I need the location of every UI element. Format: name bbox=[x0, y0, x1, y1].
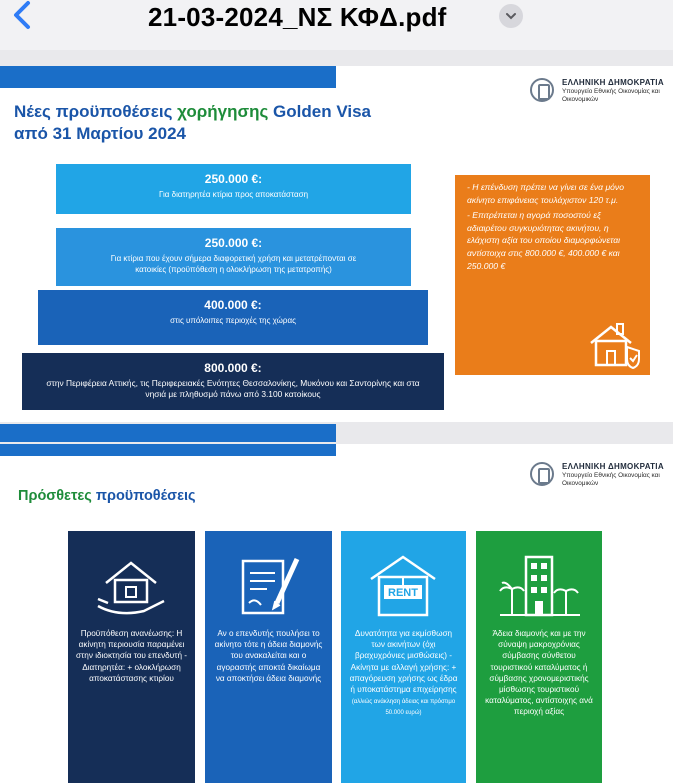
condition-item: - Επιτρέπεται η αγορά ποσοστού εξ αδιαιρέτου συγκυριότητας ακινήτου, η ελάχιστη αξία του οποίου διαμορφώνεται αντίστοιχα στις 800.000 €, 400.000 € και 250.000 € bbox=[467, 210, 621, 271]
house-hand-icon bbox=[68, 551, 195, 621]
hotel-building-icon bbox=[476, 551, 602, 621]
card-text: Άδεια διαμονής και με την σύναψη μακροχρόνιας σύμβασης σύνθετου τουριστικού καταλύματος ή σύμβασης χρονομεριστικής μίσθωσης τουριστικού καταλύματος, αντίστοιχης ανά περιοχή αξίας bbox=[485, 629, 593, 717]
title-part1: Νέες προϋποθέσεις bbox=[14, 102, 178, 121]
card-text: Προϋπόθεση ανανέωσης: Η ακίνητη περιουσία παραμένει στην ιδιοκτησία του επενδυτή - Διατηρητέα: + ολοκλήρωση αποκατάστασης κτιρίου bbox=[76, 629, 188, 683]
pdf-page-2 bbox=[0, 444, 673, 783]
tier-text: στις υπόλοιπες περιοχές της χώρας bbox=[170, 316, 296, 325]
tier-text: Για διατηρητέα κτίρια προς αποκατάσταση bbox=[158, 190, 309, 199]
chevron-left-icon bbox=[10, 0, 32, 30]
tier-block bbox=[56, 164, 411, 214]
gov-title: ΕΛΛΗΝΙΚΗ ΔΗΜΟΚΡΑΤΙΑ bbox=[562, 462, 664, 471]
chevron-down-icon bbox=[505, 10, 517, 22]
contract-pen-icon bbox=[205, 551, 332, 621]
greek-emblem-icon bbox=[530, 78, 554, 102]
tier-block bbox=[56, 228, 411, 286]
document-title: 21-03-2024_ΝΣ ΚΦΔ.pdf bbox=[148, 2, 447, 32]
title-line2: από 31 Μαρτίου 2024 bbox=[14, 124, 186, 143]
slide-title bbox=[18, 488, 196, 504]
tier-block bbox=[38, 290, 428, 345]
house-shield-icon bbox=[587, 321, 643, 369]
svg-text:RENT: RENT bbox=[388, 587, 418, 599]
title-dropdown-button[interactable] bbox=[499, 4, 523, 28]
title-part3: Golden Visa bbox=[268, 102, 371, 121]
card-text: Αν ο επενδυτής πουλήσει το ακίνητο τότε η άδεια διαμονής του ανακαλείται και ο αγοραστής αποκτά δικαίωμα να αποκτήσει άδεια διαμονής bbox=[214, 629, 323, 683]
condition-card bbox=[205, 531, 332, 783]
title-part1: Πρόσθετες bbox=[18, 488, 92, 504]
pdf-viewer-header bbox=[0, 0, 673, 50]
gov-title: ΕΛΛΗΝΙΚΗ ΔΗΜΟΚΡΑΤΙΑ bbox=[562, 78, 664, 87]
title-part2: προϋποθέσεις bbox=[91, 488, 196, 504]
title-part2: χορήγησης bbox=[177, 102, 269, 121]
gov-subtitle: Υπουργείο Εθνικής Οικονομίας και Οικονομικών bbox=[562, 472, 660, 487]
condition-card bbox=[476, 531, 602, 783]
card-text bbox=[349, 628, 458, 718]
card-note: (αλλιώς ανάκληση άδειας και πρόστιμο 50.000 ευρώ) bbox=[351, 699, 456, 717]
tier-text: στην Περιφέρεια Αττικής, τις Περιφερειακές Ενότητες Θεσσαλονίκης, Μυκόνου και Σαντορίνης και στα νησιά με πληθυσμό πάνω από 3.100 κατοίκους bbox=[46, 378, 420, 399]
condition-item: - Η επένδυση πρέπει να γίνει σε ένα μόνο ακίνητο επιφάνειας τουλάχιστον 120 τ.μ. bbox=[467, 182, 625, 205]
tier-amount: 400.000 €: bbox=[204, 298, 262, 312]
condition-card bbox=[341, 531, 466, 783]
condition-card bbox=[68, 531, 195, 783]
rent-house-icon bbox=[341, 551, 466, 621]
tier-amount: 800.000 €: bbox=[204, 361, 262, 375]
greek-emblem-icon bbox=[530, 462, 554, 486]
tier-block bbox=[22, 353, 444, 410]
slide-title bbox=[14, 101, 371, 145]
header-stripe bbox=[0, 66, 336, 88]
card-text-main: Δυνατότητα για εκμίσθωση των ακινήτων (όχι βραχυχρόνιες μισθώσεις) - Ακίνητα με αλλαγή χρήσης: + απαγόρευση χρήσης ως έδρα ή υποκατάστημα επιχείρησης bbox=[349, 629, 458, 695]
gov-subtitle: Υπουργείο Εθνικής Οικονομίας και Οικονομικών bbox=[562, 88, 660, 103]
pdf-page-1 bbox=[0, 66, 673, 422]
tier-text: Για κτίρια που έχουν σήμερα διαφορετική χρήση και μετατρέπονται σε κατοικίες (προϋπόθεση η ολοκλήρωση της μετατροπής) bbox=[110, 254, 357, 274]
header-stripe bbox=[0, 444, 336, 456]
page-separator-stripe bbox=[0, 424, 336, 442]
tier-amount: 250.000 €: bbox=[204, 236, 263, 250]
tier-amount: 250.000 €: bbox=[204, 172, 263, 186]
back-button[interactable] bbox=[10, 0, 50, 34]
